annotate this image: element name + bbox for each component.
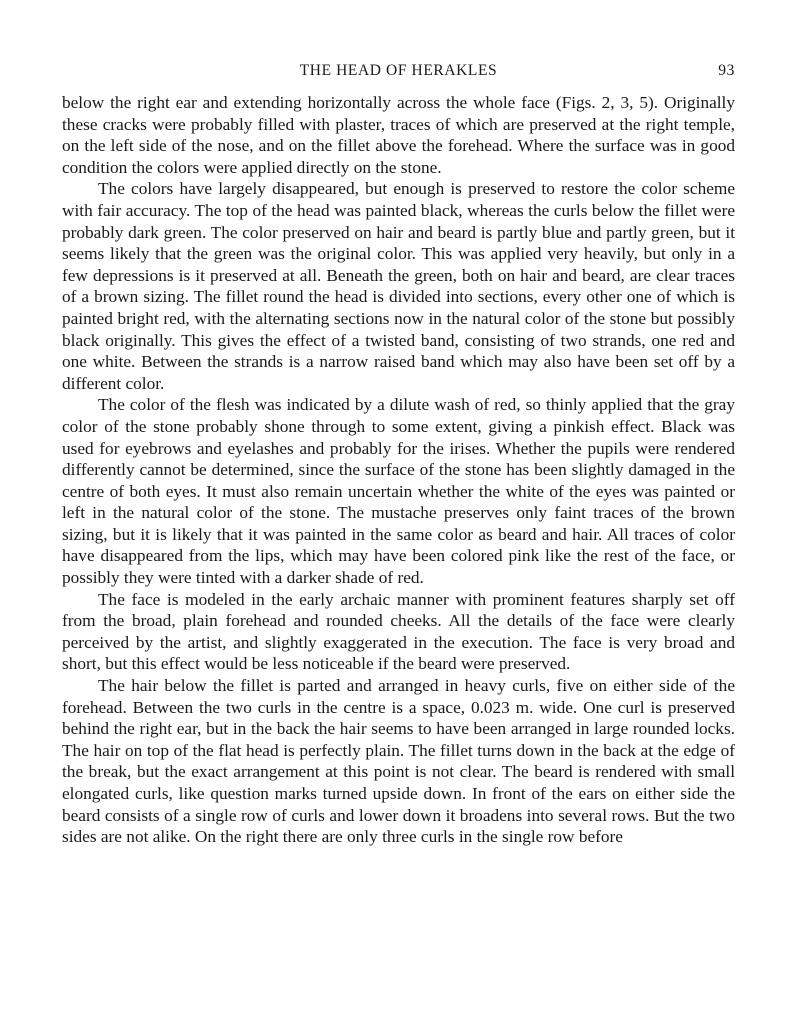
body-text <box>62 92 735 848</box>
paragraph-4: The face is modeled in the early archaic manner with prominent features sharply set off from the broad, plain forehead and rounded cheeks. All the details of the face were clearly perceived by the artist, and slightly exaggerated in the execution. The face is very broad and short, but this effect would be less noticeable if the beard were preserved. <box>62 589 735 674</box>
paragraph-5: The hair below the fillet is parted and arranged in heavy curls, five on either side of the forehead. Between the two curls in the centre is a space, 0.023 m. wide. One curl is preserved behind the right ear, but in the back the hair seems to have been arranged in large rounded locks. The hair on top of the flat head is perfectly plain. The fillet turns down in the back at the edge of the break, but the exact arrangement at this point is not clear. The beard is rendered with small elongated curls, like question marks turned upside down. In front of the ears on either side the beard consists of a single row of curls and lower down it broadens into several rows. But the two sides are not alike. On the right there are only three curls in the single row before <box>62 676 735 847</box>
page <box>62 58 735 848</box>
page-number: 93 <box>718 62 735 79</box>
paragraph-1: below the right ear and extending horizontally across the whole face (Figs. 2, 3, 5). Originally these cracks were probably filled with plaster, traces of which are preserved at the right temple, on the left side of the nose, and on the fillet above the forehead. Where the surface was in good condition the colors were applied directly on the stone. <box>62 93 735 177</box>
running-title: THE HEAD OF HERAKLES <box>299 62 498 79</box>
running-head <box>62 58 735 84</box>
paragraph-2: The colors have largely disappeared, but enough is preserved to restore the color scheme with fair accuracy. The top of the head was painted black, whereas the curls below the fillet were probably dark green. The color preserved on hair and beard is partly blue and partly green, but it seems likely that the green was the original color. This was applied very heavily, but only in a few depressions is it preserved at all. Beneath the green, both on hair and beard, are clear traces of a brown sizing. The fillet round the head is divided into sections, every other one of which is painted bright red, with the alternating sections now in the natural color of the stone but possibly black originally. This gives the effect of a twisted band, consisting of two strands, one red and one white. Between the strands is a narrow raised band which may also have been set off by a different color. <box>62 179 735 393</box>
paragraph-3: The color of the flesh was indicated by a dilute wash of red, so thinly applied that the gray color of the stone probably shone through to some extent, giving a pinkish effect. Black was used for eyebrows and eyelashes and probably for the irises. Whether the pupils were rendered differently cannot be determined, since the surface of the stone has been slightly damaged in the centre of both eyes. It must also remain uncertain whether the white of the eyes was painted or left in the natural color of the stone. The mustache preserves only faint traces of the brown sizing, but it is likely that it was painted in the same color as beard and hair. All traces of color have disappeared from the lips, which may have been colored pink like the rest of the face, or possibly they were tinted with a darker shade of red. <box>62 395 735 588</box>
